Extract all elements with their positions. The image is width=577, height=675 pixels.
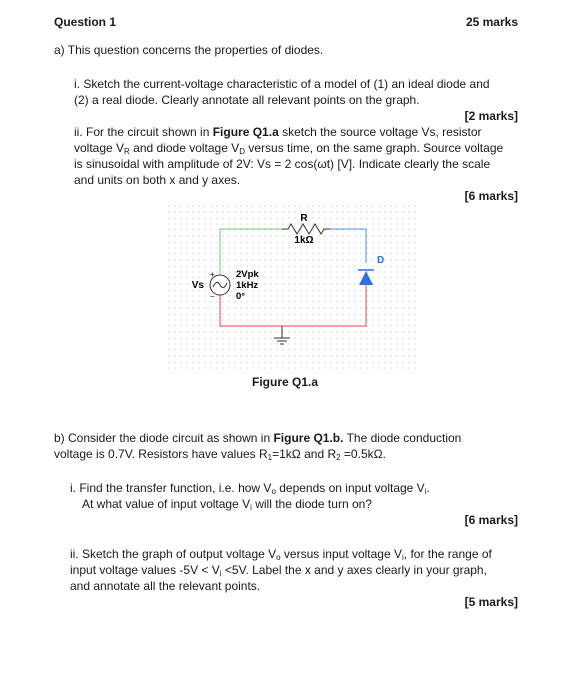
source-label: Vs <box>191 280 204 291</box>
circuit-figure <box>168 205 420 371</box>
part-a-ii-line1 <box>74 124 482 140</box>
text-span: =1kΩ and R <box>272 447 337 461</box>
text-span: b) Consider the diode circuit as shown in <box>54 431 274 445</box>
text-span: will the diode turn on? <box>251 497 372 511</box>
subscript: D <box>239 147 246 156</box>
subscript: i <box>402 553 404 562</box>
subscript: R <box>124 147 130 156</box>
question-marks: 25 marks <box>465 15 518 29</box>
question-title: Question 1 <box>54 15 117 29</box>
text-span: ii. Sketch the graph of output voltage V <box>70 547 277 561</box>
plus-sign: + <box>210 270 215 279</box>
part-a-i-marks: [2 marks] <box>464 109 518 123</box>
text-span: ii. For the circuit shown in <box>74 125 213 139</box>
part-a-ii-line3: is sinusoidal with amplitude of 2V: Vs = 2 cos(ωt) [V]. Indicate clearly the scale <box>74 157 491 171</box>
text-span: The diode conduction <box>343 431 462 445</box>
text-span: voltage is 0.7V. Resistors have values R <box>54 447 268 461</box>
text-span: input voltage values -5V < V <box>70 563 220 577</box>
part-b-ii-line3: and annotate all the relevant points. <box>70 579 261 593</box>
figure-ref: Figure Q1.b. <box>273 431 344 445</box>
source-phase: 0° <box>236 291 246 302</box>
circuit-diagram <box>168 205 420 371</box>
part-a-i-line1: i. Sketch the current-voltage characteristic of a model of (1) an ideal diode and <box>74 77 490 91</box>
subscript: o <box>271 487 276 496</box>
part-b-i-marks: [6 marks] <box>464 513 518 527</box>
part-b-i-line2 <box>82 496 372 514</box>
part-a-intro: a) This question concerns the properties of diodes. <box>54 43 324 57</box>
part-b-intro-line2 <box>54 446 386 464</box>
figure-ref: Figure Q1.a <box>212 125 279 139</box>
resistor-value: 1kΩ <box>294 235 314 246</box>
minus-sign: − <box>210 292 215 301</box>
diode-label: D <box>377 255 385 266</box>
figure-caption: Figure Q1.a <box>252 375 319 389</box>
part-a-ii-line4: and units on both x and y axes. <box>74 173 241 187</box>
text-span: . <box>426 481 430 495</box>
subscript: 1 <box>267 453 273 462</box>
part-b-ii-marks: [5 marks] <box>464 595 518 609</box>
part-a-ii-marks: [6 marks] <box>464 189 518 203</box>
part-a-i-line2: (2) a real diode. Clearly annotate all relevant points on the graph. <box>74 93 420 107</box>
subscript: 2 <box>336 453 341 462</box>
text-span: , for the range of <box>403 547 492 561</box>
text-span: =0.5kΩ. <box>340 447 386 461</box>
subscript: i <box>250 503 252 512</box>
text-span: versus time, on the same graph. Source voltage <box>245 141 504 155</box>
text-span: i. Find the transfer function, i.e. how V <box>70 481 272 495</box>
subscript: i <box>219 569 222 578</box>
text-span: At what value of input voltage V <box>82 497 251 511</box>
source-frequency: 1kHz <box>236 280 259 291</box>
text-span: and diode voltage V <box>129 141 240 155</box>
text-span: versus input voltage V <box>280 547 402 561</box>
subscript: i <box>424 487 427 496</box>
text-span: voltage V <box>74 141 125 155</box>
resistor-label: R <box>300 213 308 224</box>
text-span: <5V. Label the x and y axes clearly in your graph, <box>221 563 487 577</box>
text-span: sketch the source voltage Vs, resistor <box>278 125 482 139</box>
text-span: depends on input voltage V <box>275 481 425 495</box>
part-b-intro-line1 <box>54 430 461 446</box>
source-amplitude: 2Vpk <box>236 269 259 280</box>
subscript: o <box>276 553 281 562</box>
